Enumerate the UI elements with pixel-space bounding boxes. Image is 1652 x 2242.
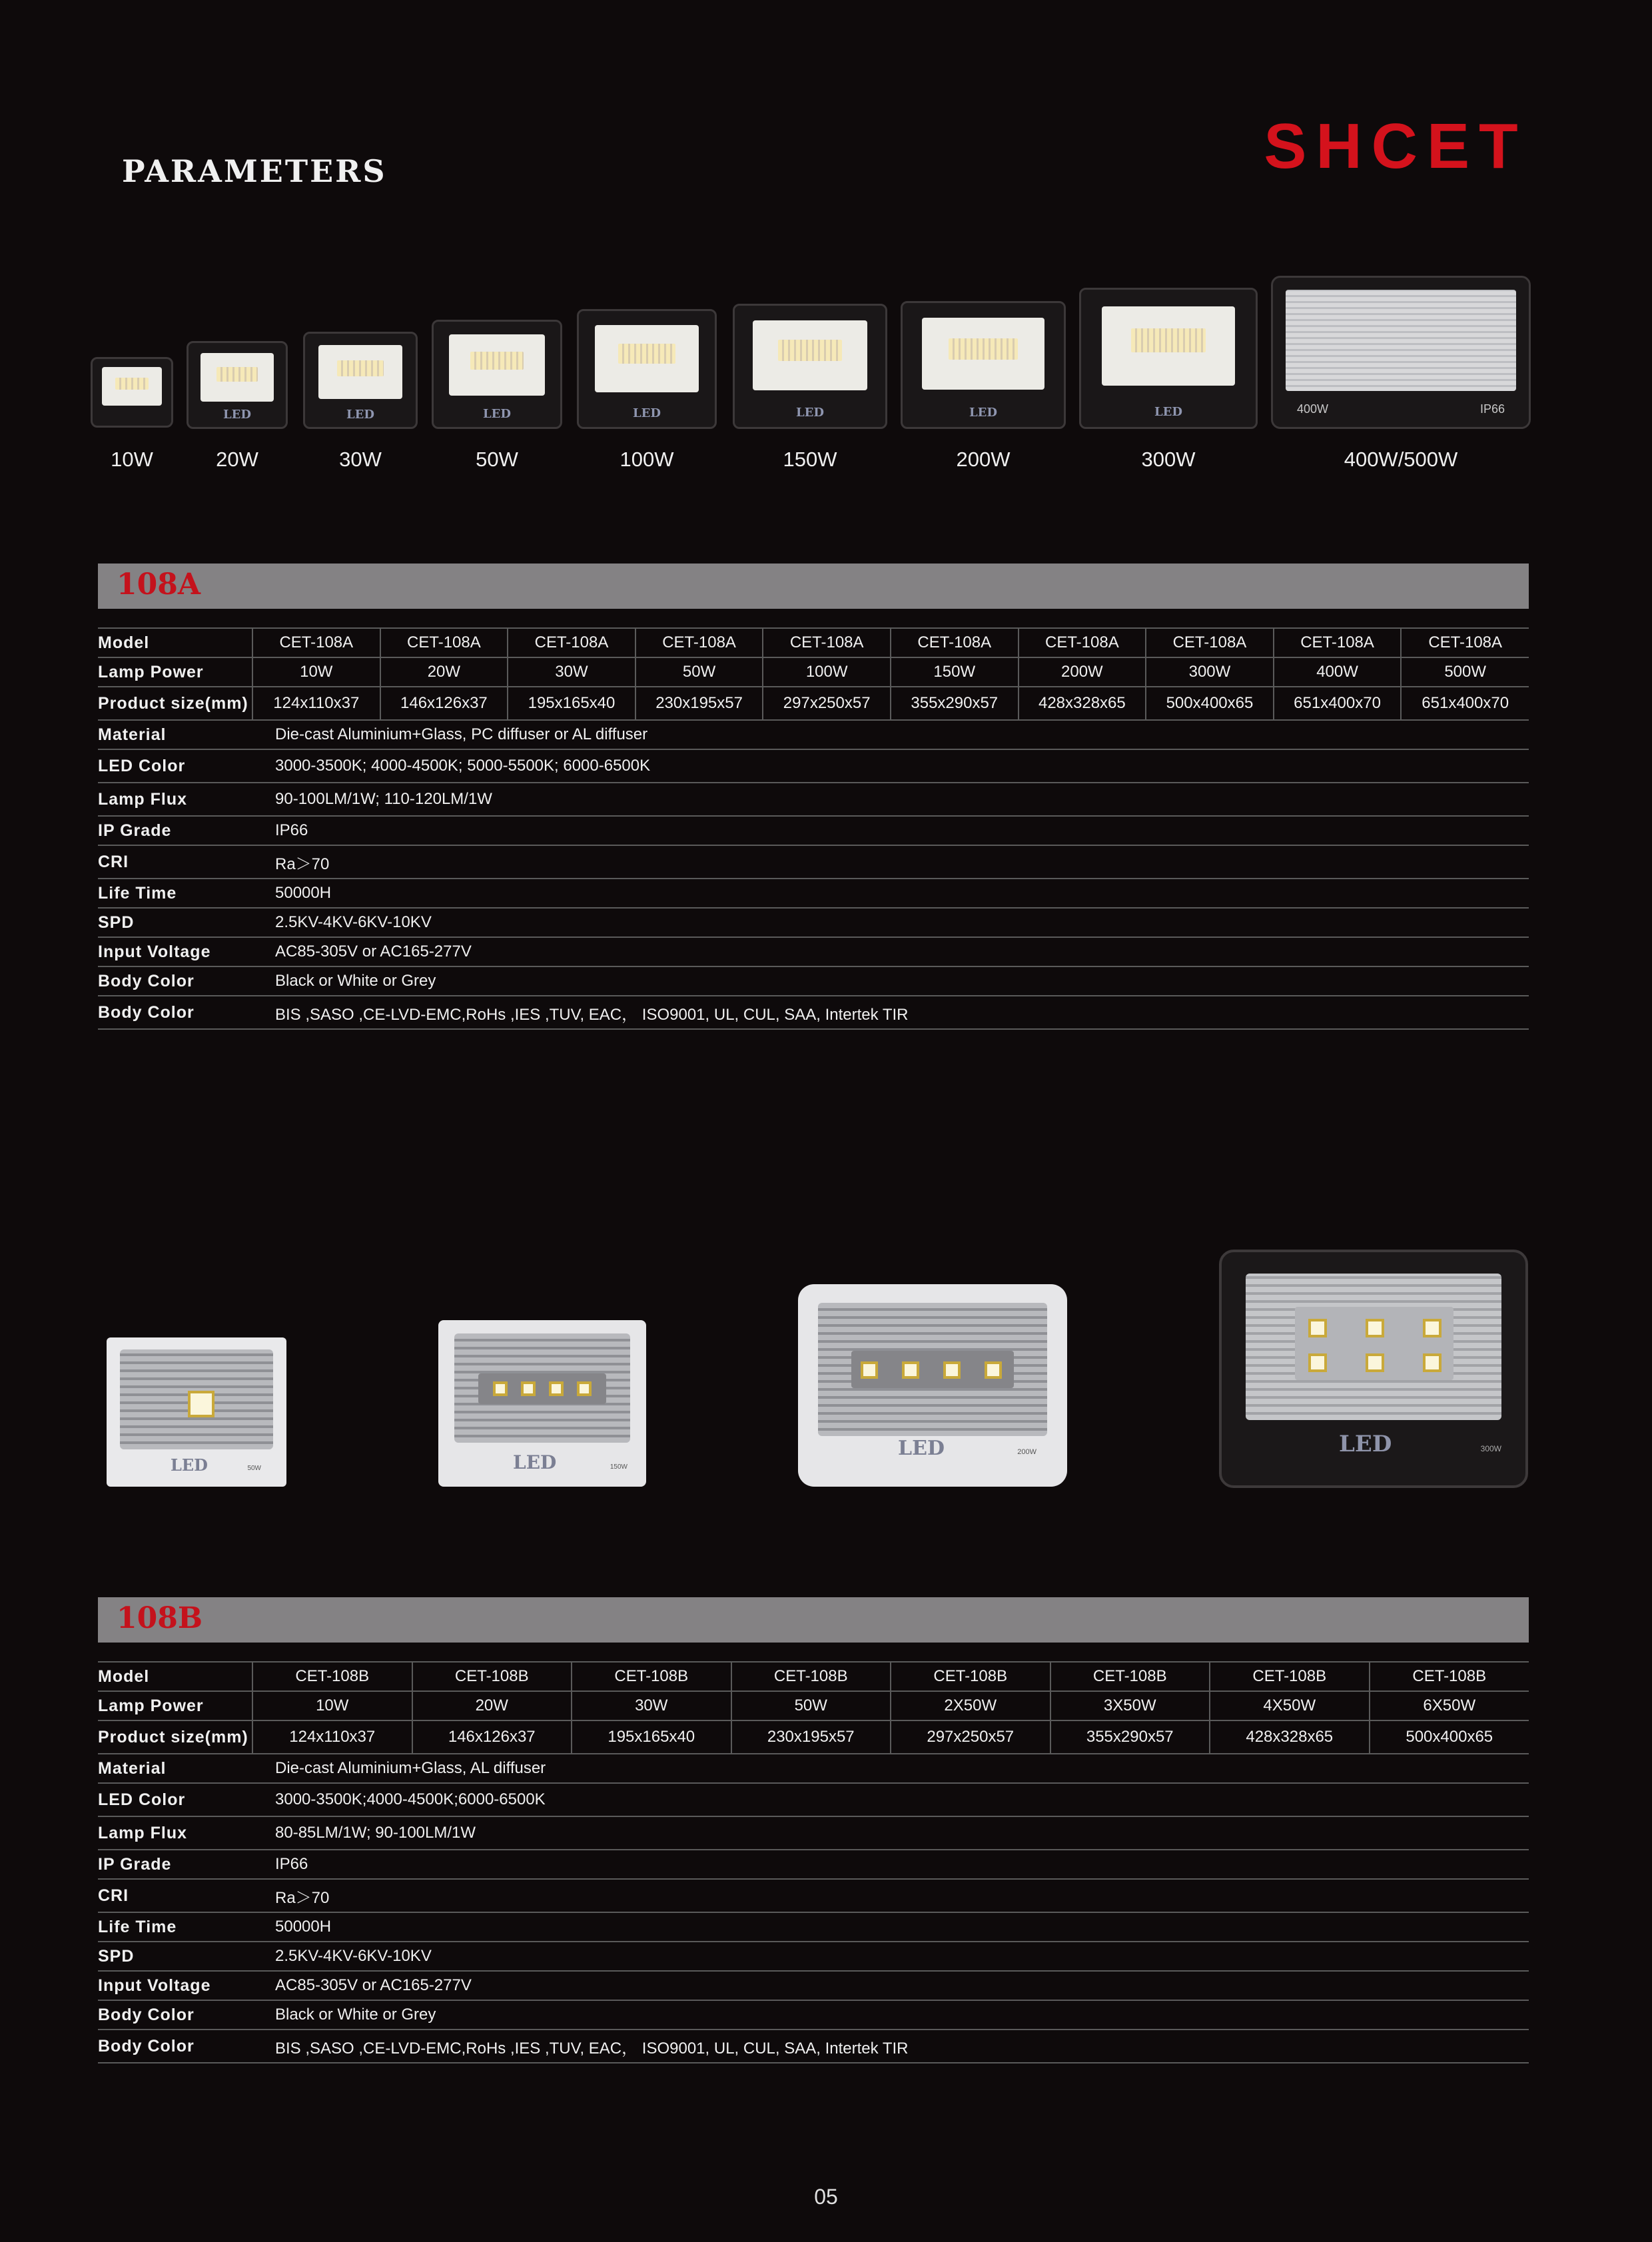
table-row <box>98 996 1529 1029</box>
table-row <box>98 1942 1529 1971</box>
table-row <box>98 1691 1529 1720</box>
table-cell: 10W <box>252 657 380 687</box>
lamp-logo: LED <box>171 1455 208 1475</box>
row-label: CRI <box>98 1879 252 1912</box>
table-row <box>98 2000 1529 2030</box>
table-cell: 500x400x65 <box>1146 687 1274 720</box>
table-row <box>98 628 1529 657</box>
table-cell: 146x126x37 <box>412 1720 572 1754</box>
table-cell: 195x165x40 <box>508 687 635 720</box>
table-row <box>98 783 1529 816</box>
table-cell: CET-108A <box>1146 628 1274 657</box>
row-value: IP66 <box>252 816 1529 845</box>
row-value: Black or White or Grey <box>252 2000 1529 2030</box>
page-title: PARAMETERS <box>122 153 387 189</box>
row-value: BIS ,SASO ,CE-LVD-EMC,RoHs ,IES ,TUV, EAC， ISO9001, UL, CUL, SAA, Intertek TIR <box>252 996 1529 1029</box>
lamp-50w-image <box>432 320 562 429</box>
row-label: Life Time <box>98 879 252 908</box>
table-cell: CET-108A <box>508 628 635 657</box>
lamp-logo: LED <box>969 405 997 420</box>
row-label: Body Color <box>98 966 252 996</box>
row-label: IP Grade <box>98 816 252 845</box>
lamp-108b-300w-image <box>1219 1250 1528 1488</box>
row-label: LED Color <box>98 1783 252 1816</box>
table-cell: 230x195x57 <box>731 1720 891 1754</box>
table-row <box>98 657 1529 687</box>
page-number: 05 <box>814 2185 838 2209</box>
wattage-label: 150W <box>783 448 837 471</box>
row-label: Input Voltage <box>98 937 252 966</box>
table-cell: 4X50W <box>1210 1691 1370 1720</box>
table-cell: 6X50W <box>1370 1691 1529 1720</box>
table-row <box>98 749 1529 783</box>
table-cell: 124x110x37 <box>252 687 380 720</box>
spec-table-108b <box>98 1661 1529 2063</box>
table-cell: 3X50W <box>1050 1691 1210 1720</box>
table-cell: CET-108A <box>763 628 891 657</box>
table-row <box>98 966 1529 996</box>
table-cell: CET-108A <box>635 628 763 657</box>
row-label: Model <box>98 628 252 657</box>
table-cell: 150W <box>891 657 1019 687</box>
row-value: 50000H <box>252 1912 1529 1942</box>
lamp-logo: LED <box>1154 404 1182 419</box>
table-cell: 20W <box>380 657 508 687</box>
table-cell: CET-108B <box>1370 1662 1529 1691</box>
table-cell: 2X50W <box>891 1691 1050 1720</box>
row-label: Lamp Flux <box>98 783 252 816</box>
wattage-label: 10W <box>111 448 153 471</box>
lamp-30w-image <box>303 332 418 429</box>
wattage-label: 20W <box>216 448 258 471</box>
row-value: AC85-305V or AC165-277V <box>252 1971 1529 2000</box>
row-value: Ra＞70 <box>252 845 1529 879</box>
lamp-watt-label: 150W <box>610 1463 627 1471</box>
table-row <box>98 2030 1529 2063</box>
wattage-label: 300W <box>1141 448 1196 471</box>
table-row <box>98 1662 1529 1691</box>
table-cell: 50W <box>731 1691 891 1720</box>
table-cell: 500W <box>1401 657 1529 687</box>
row-value: 2.5KV-4KV-6KV-10KV <box>252 908 1529 937</box>
row-value: Die-cast Aluminium+Glass, AL diffuser <box>252 1754 1529 1783</box>
table-cell: 500x400x65 <box>1370 1720 1529 1754</box>
lamp-logo: LED <box>513 1451 557 1473</box>
row-label: Product size(mm) <box>98 1720 252 1754</box>
row-value: Black or White or Grey <box>252 966 1529 996</box>
row-label: Lamp Flux <box>98 1816 252 1850</box>
table-cell: 297x250x57 <box>891 1720 1050 1754</box>
row-value: IP66 <box>252 1850 1529 1879</box>
table-row <box>98 1720 1529 1754</box>
wattage-label: 100W <box>620 448 674 471</box>
table-cell: 297x250x57 <box>763 687 891 720</box>
table-cell: CET-108B <box>1210 1662 1370 1691</box>
lamp-300w-image <box>1079 288 1258 429</box>
table-row <box>98 1816 1529 1850</box>
table-cell: 651x400x70 <box>1401 687 1529 720</box>
row-value: 3000-3500K; 4000-4500K; 5000-5500K; 6000-6500K <box>252 749 1529 783</box>
lamp-logo: LED <box>483 406 511 421</box>
table-cell: 651x400x70 <box>1274 687 1402 720</box>
lamp-400w-image <box>1271 276 1531 429</box>
brand-logo <box>1259 113 1532 180</box>
table-cell: 355x290x57 <box>891 687 1019 720</box>
row-label: SPD <box>98 908 252 937</box>
row-label: Body Color <box>98 2030 252 2063</box>
section-108b-header <box>98 1597 1529 1643</box>
row-label: Lamp Power <box>98 657 252 687</box>
lamp-108b-50w-image <box>107 1337 286 1487</box>
lamp-watt-label: 200W <box>1017 1448 1036 1456</box>
lamp-20w-image <box>187 341 288 429</box>
table-cell: CET-108B <box>731 1662 891 1691</box>
lamp-200w-image <box>901 301 1066 429</box>
lamp-150w-image <box>733 304 887 429</box>
row-label: Life Time <box>98 1912 252 1942</box>
table-row <box>98 879 1529 908</box>
lamp-logo: LED <box>1339 1431 1392 1457</box>
table-cell: 195x165x40 <box>572 1720 731 1754</box>
table-cell: 124x110x37 <box>252 1720 412 1754</box>
row-value: 2.5KV-4KV-6KV-10KV <box>252 1942 1529 1971</box>
table-cell: CET-108B <box>891 1662 1050 1691</box>
lamp-logo: LED <box>346 407 374 422</box>
table-row <box>98 908 1529 937</box>
table-row <box>98 816 1529 845</box>
wattage-label: 200W <box>956 448 1011 471</box>
table-cell: 20W <box>412 1691 572 1720</box>
row-label: Material <box>98 1754 252 1783</box>
row-value: AC85-305V or AC165-277V <box>252 937 1529 966</box>
table-row <box>98 937 1529 966</box>
table-cell: 200W <box>1019 657 1146 687</box>
table-row <box>98 1754 1529 1783</box>
table-row <box>98 720 1529 749</box>
lamp-logo: LED <box>898 1437 945 1460</box>
row-value: BIS ,SASO ,CE-LVD-EMC,RoHs ,IES ,TUV, EAC， ISO9001, UL, CUL, SAA, Intertek TIR <box>252 2030 1529 2063</box>
table-cell: CET-108A <box>891 628 1019 657</box>
table-cell: 30W <box>572 1691 731 1720</box>
row-value: Ra＞70 <box>252 1879 1529 1912</box>
table-row <box>98 1971 1529 2000</box>
lamp-logo: LED <box>223 408 251 422</box>
section-108b-title: 108B <box>117 1601 203 1635</box>
table-cell: 100W <box>763 657 891 687</box>
table-row <box>98 1850 1529 1879</box>
table-cell: CET-108A <box>1019 628 1146 657</box>
wattage-label: 30W <box>339 448 382 471</box>
row-label: LED Color <box>98 749 252 783</box>
table-cell: 30W <box>508 657 635 687</box>
table-row <box>98 845 1529 879</box>
lamp-watt-label: 300W <box>1480 1444 1501 1453</box>
row-label: Body Color <box>98 2000 252 2030</box>
lamp-logo: LED <box>796 406 824 420</box>
row-label: Product size(mm) <box>98 687 252 720</box>
wattage-label: 50W <box>476 448 518 471</box>
lamp-logo: LED <box>633 406 661 420</box>
lamp-108b-200w-image <box>798 1284 1067 1487</box>
row-value: 90-100LM/1W; 110-120LM/1W <box>252 783 1529 816</box>
lamp-400w-label: 400W <box>1297 402 1329 416</box>
lamp-ip66-label: IP66 <box>1479 402 1505 416</box>
table-row <box>98 1912 1529 1942</box>
row-label: IP Grade <box>98 1850 252 1879</box>
table-cell: 355x290x57 <box>1050 1720 1210 1754</box>
table-cell: 10W <box>252 1691 412 1720</box>
table-row <box>98 1783 1529 1816</box>
spec-table-108a <box>98 627 1529 1030</box>
table-cell: 146x126x37 <box>380 687 508 720</box>
row-label: Lamp Power <box>98 1691 252 1720</box>
table-cell: 428x328x65 <box>1210 1720 1370 1754</box>
wattage-label: 400W/500W <box>1344 448 1458 471</box>
table-cell: CET-108B <box>572 1662 731 1691</box>
table-cell: CET-108A <box>380 628 508 657</box>
row-value: 50000H <box>252 879 1529 908</box>
table-cell: CET-108B <box>412 1662 572 1691</box>
lamp-watt-label: 50W <box>247 1465 261 1472</box>
row-label: SPD <box>98 1942 252 1971</box>
table-cell: 400W <box>1274 657 1402 687</box>
lamp-108b-150w-image <box>438 1320 646 1487</box>
table-cell: 300W <box>1146 657 1274 687</box>
table-cell: CET-108A <box>252 628 380 657</box>
table-cell: CET-108B <box>1050 1662 1210 1691</box>
row-label: Model <box>98 1662 252 1691</box>
section-108a-header <box>98 563 1529 609</box>
table-cell: 428x328x65 <box>1019 687 1146 720</box>
row-label: Body Color <box>98 996 252 1029</box>
table-cell: CET-108B <box>252 1662 412 1691</box>
table-cell: 230x195x57 <box>635 687 763 720</box>
table-cell: CET-108A <box>1401 628 1529 657</box>
row-label: Material <box>98 720 252 749</box>
table-cell: CET-108A <box>1274 628 1402 657</box>
table-cell: 50W <box>635 657 763 687</box>
row-value: 3000-3500K;4000-4500K;6000-6500K <box>252 1783 1529 1816</box>
row-value: Die-cast Aluminium+Glass, PC diffuser or AL diffuser <box>252 720 1529 749</box>
row-label: Input Voltage <box>98 1971 252 2000</box>
lamp-10w-image <box>91 357 173 428</box>
brand-logo-text: SHCET <box>1264 113 1527 180</box>
lamp-100w-image <box>577 309 717 429</box>
table-row <box>98 687 1529 720</box>
section-108a-title: 108A <box>117 567 201 601</box>
row-value: 80-85LM/1W; 90-100LM/1W <box>252 1816 1529 1850</box>
table-row <box>98 1879 1529 1912</box>
row-label: CRI <box>98 845 252 879</box>
